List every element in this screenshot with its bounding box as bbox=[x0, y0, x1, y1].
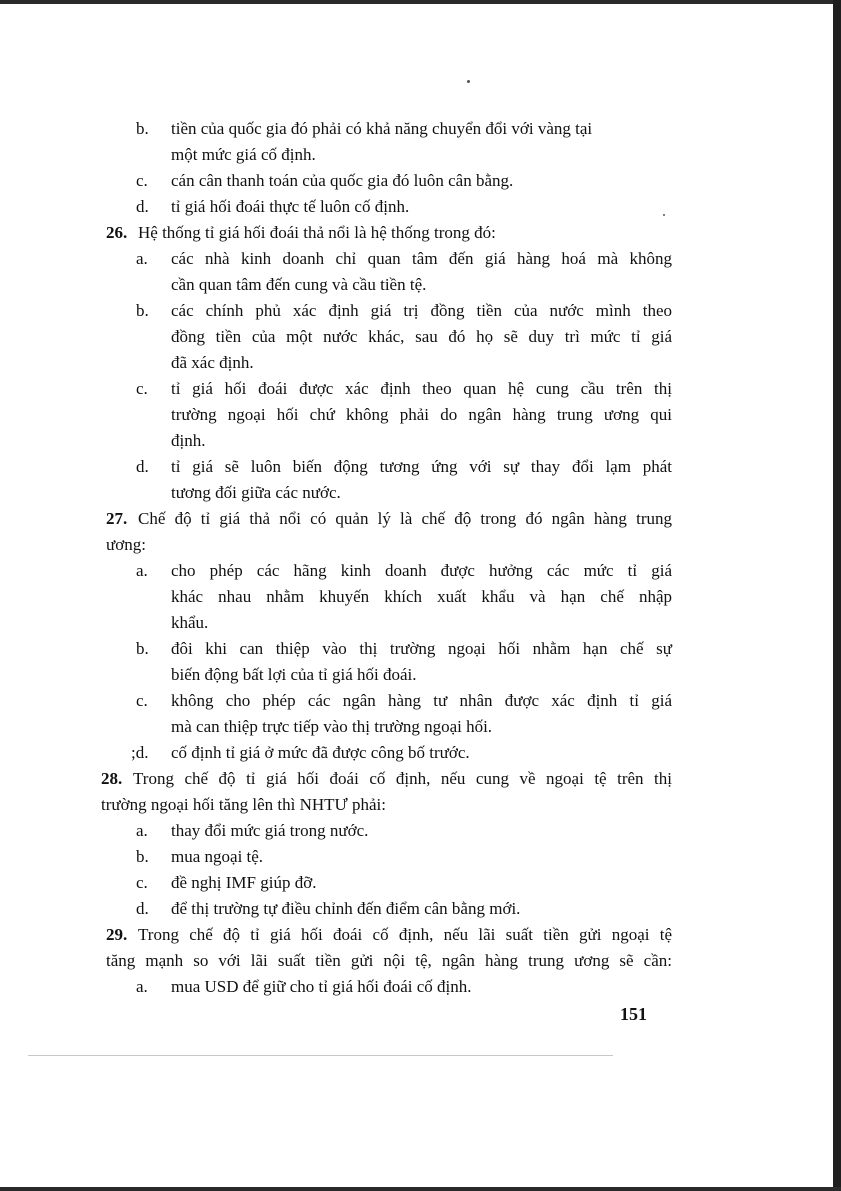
option-text: để thị trường tự điều chỉnh đến điểm cân bằng mới. bbox=[171, 899, 521, 918]
question-stem: ương: bbox=[106, 535, 146, 554]
option-letter: d. bbox=[136, 197, 149, 216]
question-number: 27. bbox=[106, 509, 128, 528]
option-text: thay đổi mức giá trong nước. bbox=[171, 821, 369, 840]
option-letter: a. bbox=[136, 977, 148, 996]
option-text: đôi khi can thiệp vào thị trường ngoại hối nhằm hạn chế sự bbox=[171, 639, 672, 658]
question-stem: tăng mạnh so với lãi suất tiền gửi nội tệ, ngân hàng trung ương sẽ cần: bbox=[106, 951, 672, 970]
option-text: biến động bất lợi của tỉ giá hối đoái. bbox=[171, 665, 417, 684]
option-text: khẩu. bbox=[171, 613, 209, 632]
option-text: đề nghị IMF giúp đỡ. bbox=[171, 873, 317, 892]
option-text: mua USD để giữ cho tỉ giá hối đoái cố định. bbox=[171, 977, 472, 996]
question-stem: Hệ thống tỉ giá hối đoái thả nổi là hệ thống trong đó: bbox=[138, 223, 496, 242]
option-text: cho phép các hãng kinh doanh được hưởng các mức tỉ giá bbox=[171, 561, 672, 580]
option-text: không cho phép các ngân hàng tư nhân được xác định tỉ giá bbox=[171, 691, 672, 710]
option-letter: b. bbox=[136, 119, 149, 138]
question-stem: Chế độ tỉ giá thả nổi có quản lý là chế độ trong đó ngân hàng trung bbox=[138, 509, 672, 528]
option-letter: c. bbox=[136, 873, 148, 892]
option-letter: ;d. bbox=[131, 743, 149, 762]
option-text: đồng tiền của một nước khác, sau đó họ sẽ duy trì mức tỉ giá bbox=[171, 327, 672, 346]
option-letter: c. bbox=[136, 691, 148, 710]
option-letter: c. bbox=[136, 171, 148, 190]
scan-speck bbox=[467, 80, 470, 83]
option-letter: b. bbox=[136, 639, 149, 658]
scan-speck bbox=[663, 214, 665, 216]
option-text: cần quan tâm đến cung và cầu tiền tệ. bbox=[171, 275, 427, 294]
option-text: tỉ giá hối đoái thực tế luôn cố định. bbox=[171, 197, 410, 216]
option-text: tiền của quốc gia đó phải có khả năng chuyển đổi với vàng tại bbox=[171, 119, 593, 138]
page-right-edge bbox=[833, 0, 841, 1191]
question-stem: trường ngoại hối tăng lên thì NHTƯ phải: bbox=[101, 795, 386, 814]
page-bottom-edge bbox=[0, 1187, 841, 1191]
question-number: 26. bbox=[106, 223, 128, 242]
option-text: các nhà kinh doanh chỉ quan tâm đến giá hàng hoá mà không bbox=[171, 249, 672, 268]
option-text: cố định tỉ giá ở mức đã được công bố trước. bbox=[171, 743, 470, 762]
option-text: cán cân thanh toán của quốc gia đó luôn cân bằng. bbox=[171, 171, 514, 190]
option-text: khác nhau nhằm khuyến khích xuất khẩu và hạn chế nhập bbox=[171, 587, 672, 606]
option-letter: b. bbox=[136, 301, 149, 320]
question-stem: Trong chế độ tỉ giá hối đoái cố định, nếu lãi suất tiền gửi ngoại tệ bbox=[138, 925, 672, 944]
page-number: 151 bbox=[620, 1004, 647, 1024]
option-text: đã xác định. bbox=[171, 353, 254, 372]
question-number: 29. bbox=[106, 925, 128, 944]
option-letter: a. bbox=[136, 249, 148, 268]
option-letter: a. bbox=[136, 821, 148, 840]
option-letter: d. bbox=[136, 899, 149, 918]
page-top-edge bbox=[0, 0, 841, 4]
option-letter: b. bbox=[136, 847, 149, 866]
option-text: tương đối giữa các nước. bbox=[171, 483, 341, 502]
option-letter: d. bbox=[136, 457, 149, 476]
question-number: 28. bbox=[101, 769, 123, 788]
option-letter: c. bbox=[136, 379, 148, 398]
option-text: mà can thiệp trực tiếp vào thị trường ngoại hối. bbox=[171, 717, 493, 736]
option-text: các chính phủ xác định giá trị đồng tiền của nước mình theo bbox=[171, 301, 672, 320]
option-text: một mức giá cố định. bbox=[171, 145, 316, 164]
option-text: mua ngoại tệ. bbox=[171, 847, 264, 866]
option-text: tỉ giá hối đoái được xác định theo quan hệ cung cầu trên thị bbox=[171, 379, 672, 398]
option-text: tỉ giá sẽ luôn biến động tương ứng với sự thay đổi lạm phát bbox=[171, 457, 672, 476]
option-text: định. bbox=[171, 431, 206, 450]
question-stem: Trong chế độ tỉ giá hối đoái cố định, nếu cung về ngoại tệ trên thị bbox=[133, 769, 672, 788]
footer-rule bbox=[28, 1055, 613, 1056]
option-text: trường ngoại hối chứ không phải do ngân hàng trung ương qui bbox=[171, 405, 672, 424]
option-letter: a. bbox=[136, 561, 148, 580]
